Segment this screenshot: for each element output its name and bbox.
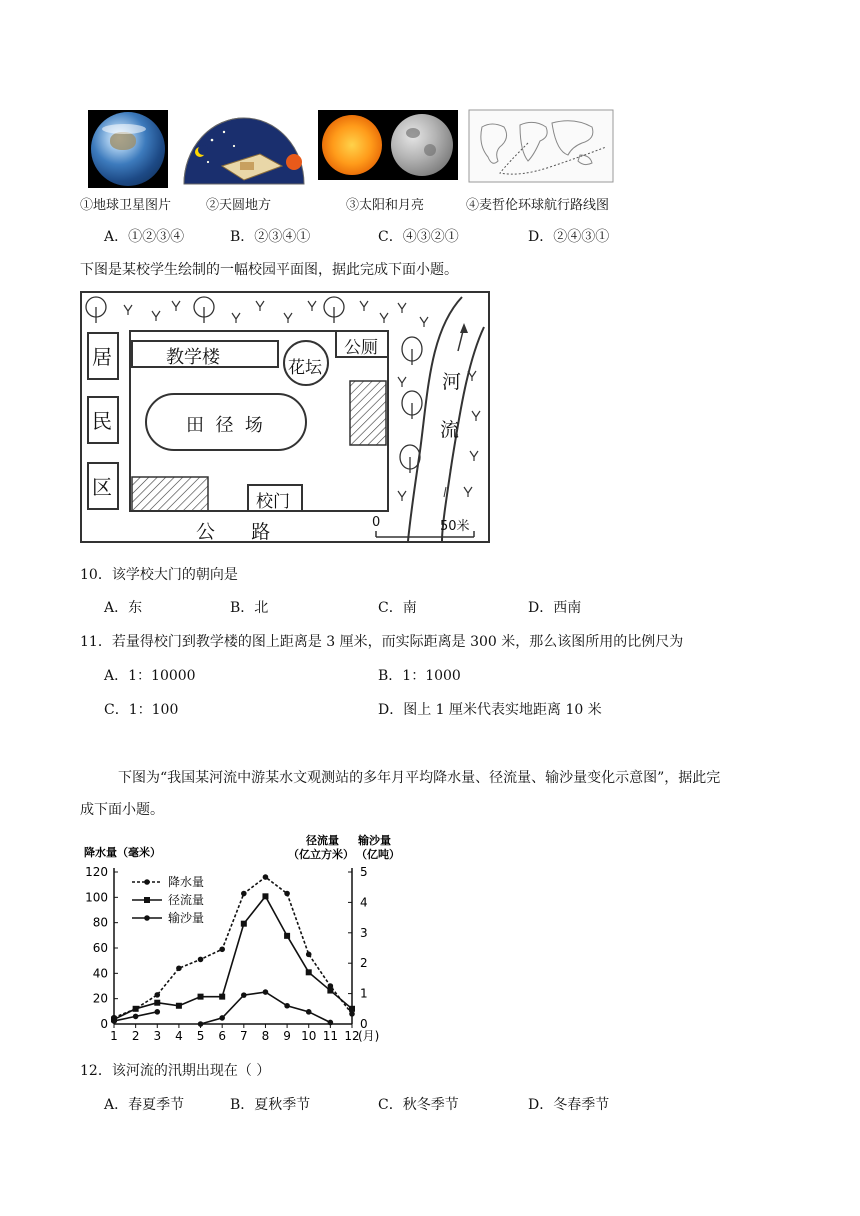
moon-image [386, 110, 458, 180]
image-caption-4: ④麦哲伦环球航行路线图 [466, 198, 610, 213]
magellan-route-map-image [468, 109, 614, 183]
series-point-1 [327, 988, 333, 994]
round-sky-square-earth-image [182, 110, 306, 186]
x-tick-label: 1 [110, 1029, 118, 1043]
x-tick-label: 5 [196, 1029, 205, 1043]
x-tick-label: 10 [301, 1029, 317, 1043]
series-point-2 [111, 1018, 117, 1024]
legend-marker-0 [144, 879, 150, 885]
flower-bed-label: 花坛 [288, 358, 322, 378]
q10-option-c[interactable]: C．南 [378, 600, 417, 616]
x-tick-label: 4 [175, 1029, 183, 1043]
q10-option-d[interactable]: D．西南 [528, 600, 582, 616]
legend-marker-1 [144, 897, 150, 903]
series-point-2 [219, 1015, 225, 1021]
series-point-0 [176, 965, 182, 971]
x-tick-label: 3 [153, 1029, 162, 1043]
gate-label: 校门 [256, 492, 290, 512]
legend-label-0: 降水量 [168, 875, 205, 889]
series-point-2 [328, 1020, 334, 1026]
q11-option-a[interactable]: A．1：10000 [104, 668, 196, 684]
scale-end-label: 50米 [440, 519, 470, 534]
series-point-2 [198, 1021, 204, 1027]
river-label-1: 河 [442, 371, 462, 393]
left-tick-label: 60 [92, 941, 108, 955]
residential-label-3: 区 [92, 475, 112, 499]
right-axis-title-sediment: 输沙量 [358, 834, 391, 847]
q10-option-a[interactable]: A．东 [104, 600, 143, 616]
series-point-1 [349, 1006, 355, 1012]
series-point-1 [262, 893, 268, 899]
x-tick-label: 2 [131, 1029, 140, 1043]
image-caption-2: ②天圆地方 [206, 198, 272, 213]
q11-option-b[interactable]: B．1：1000 [378, 668, 461, 684]
chart-intro-line-2: 成下面小题。 [80, 802, 164, 818]
series-point-0 [349, 1011, 355, 1017]
q12-option-a[interactable]: A．春夏季节 [104, 1097, 185, 1113]
chart-intro-line-1: 下图为“我国某河流中游某水文观测站的多年月平均降水量、径流量、输沙量变化示意图”，据此完 [118, 770, 721, 786]
series-point-1 [198, 994, 204, 1000]
x-tick-label: 9 [283, 1029, 291, 1043]
series-point-0 [154, 992, 160, 998]
series-point-0 [198, 957, 204, 963]
x-tick-label: 8 [261, 1029, 270, 1043]
series-point-0 [241, 891, 247, 897]
right-tick-label: 2 [360, 956, 368, 971]
left-tick-label: 20 [92, 991, 108, 1006]
q10-stem: 10．该学校大门的朝向是 [80, 567, 238, 583]
right-tick-label: 5 [360, 865, 368, 879]
q11-option-c[interactable]: C．1：100 [104, 702, 179, 718]
q9-option-d[interactable]: D．②④③① [528, 229, 610, 245]
q12-option-d[interactable]: D．冬春季节 [528, 1097, 610, 1113]
right-tick-label: 3 [360, 925, 368, 940]
campus-map [80, 291, 490, 543]
left-tick-label: 0 [100, 1017, 108, 1031]
legend-label-2: 输沙量 [168, 911, 205, 925]
series-point-2 [306, 1009, 312, 1015]
series-point-1 [241, 921, 247, 927]
left-axis-title: 降水量（毫米） [84, 846, 161, 859]
right-axis-title-runoff-unit: （亿立方米） [288, 848, 354, 861]
q11-option-d[interactable]: D．图上 1 厘米代表实地距离 10 米 [378, 702, 602, 718]
image-caption-3: ③太阳和月亮 [346, 198, 425, 213]
series-point-1 [133, 1006, 139, 1012]
series-point-1 [306, 969, 312, 975]
q9-option-c[interactable]: C．④③②① [378, 229, 459, 245]
series-point-0 [284, 891, 290, 897]
q12-option-c[interactable]: C．秋冬季节 [378, 1097, 459, 1113]
x-tick-label: 6 [218, 1029, 227, 1043]
x-tick-label: 12 [344, 1029, 360, 1043]
toilet-label: 公厕 [344, 338, 378, 358]
series-point-1 [176, 1003, 182, 1009]
x-tick-label: 11 [322, 1029, 339, 1043]
road-label: 公 路 [196, 521, 271, 543]
q10-option-b[interactable]: B．北 [230, 600, 269, 616]
series-line-1 [114, 896, 352, 1019]
series-point-2 [133, 1014, 139, 1020]
legend-marker-2 [144, 915, 150, 921]
residential-label-1: 居 [92, 345, 112, 369]
q9-option-a[interactable]: A．①②③④ [104, 229, 185, 245]
series-point-0 [219, 946, 225, 952]
scale-zero-label: 0 [372, 515, 381, 530]
series-point-1 [154, 1000, 160, 1006]
series-point-2 [241, 992, 247, 998]
legend-label-1: 径流量 [168, 893, 205, 907]
series-point-0 [306, 952, 312, 958]
residential-label-2: 民 [92, 409, 112, 433]
sun-image [318, 110, 386, 180]
series-point-2 [154, 1009, 160, 1015]
image-caption-1: ①地球卫星图片 [80, 198, 172, 213]
q12-option-b[interactable]: B．夏秋季节 [230, 1097, 311, 1113]
series-point-1 [284, 933, 290, 939]
series-point-2 [284, 1003, 290, 1009]
x-tick-label: 7 [239, 1029, 248, 1043]
series-point-1 [219, 994, 225, 1000]
left-tick-label: 100 [85, 890, 108, 905]
right-tick-label: 1 [360, 986, 368, 1001]
right-tick-label: 0 [360, 1017, 368, 1031]
right-tick-label: 4 [360, 895, 368, 910]
q9-option-b[interactable]: B．②③④① [230, 229, 311, 245]
map-intro: 下图是某校学生绘制的一幅校园平面图，据此完成下面小题。 [80, 262, 458, 278]
x-unit-label: (月) [358, 1029, 380, 1043]
track-label: 田 径 场 [186, 415, 263, 436]
right-axis-title-sediment-unit: （亿吨） [356, 848, 400, 861]
river-label-2: 流 [440, 419, 460, 441]
hydrology-chart [76, 832, 406, 1046]
teaching-building-label: 教学楼 [166, 347, 220, 368]
series-point-0 [263, 874, 269, 880]
series-point-2 [263, 989, 269, 995]
left-tick-label: 40 [92, 966, 108, 981]
q11-stem: 11．若量得校门到教学楼的图上距离是 3 厘米，而实际距离是 300 米，那么该图所用的比例尺为 [80, 634, 684, 650]
left-tick-label: 80 [92, 915, 108, 930]
q12-stem: 12．该河流的汛期出现在（ ） [80, 1063, 271, 1079]
left-tick-label: 120 [85, 865, 108, 879]
earth-satellite-image [88, 110, 168, 188]
right-axis-title-runoff: 径流量 [306, 834, 339, 847]
